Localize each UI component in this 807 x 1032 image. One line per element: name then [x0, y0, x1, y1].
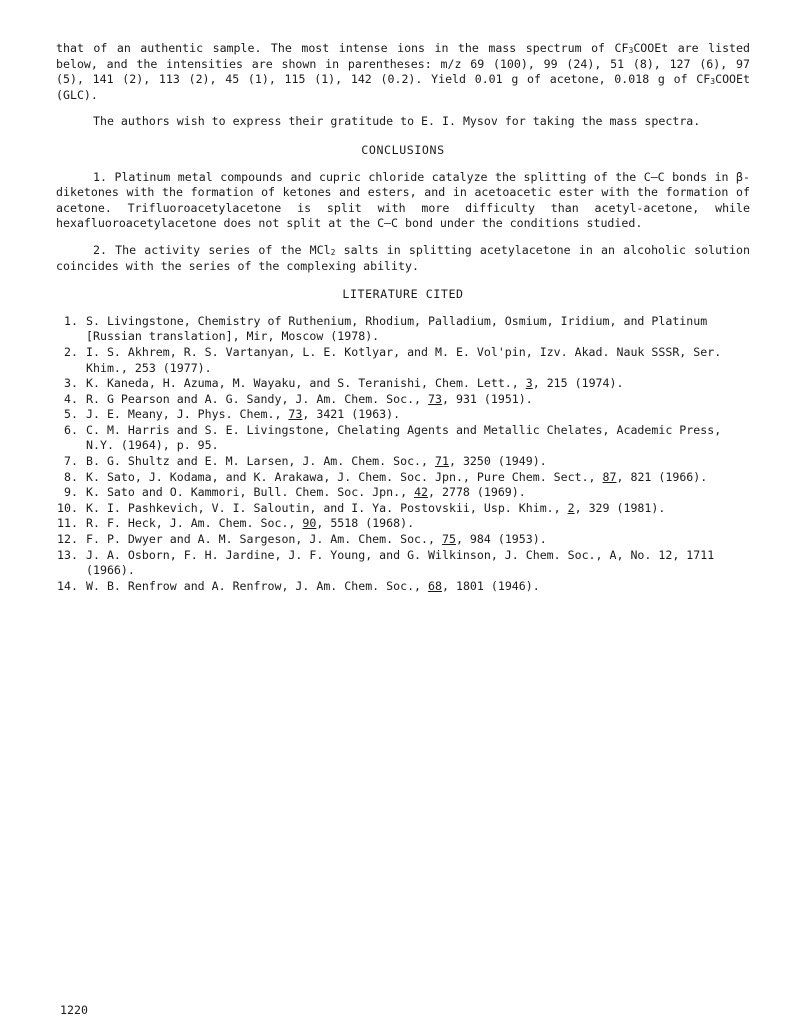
page-body [56, 41, 750, 594]
reference-text: K. Sato and O. Kammori, Bull. Chem. Soc. Jpn., 42, 2778 (1969). [86, 485, 526, 500]
reference-number: 13. [57, 547, 78, 562]
reference-text: R. G Pearson and A. G. Sandy, J. Am. Chem. Soc., 73, 931 (1951). [86, 391, 533, 406]
reference-volume: 68 [428, 578, 442, 593]
reference-text: K. Kaneda, H. Azuma, M. Wayaku, and S. Teranishi, Chem. Lett., 3, 215 (1974). [86, 376, 624, 391]
reference-list [56, 314, 750, 595]
mass-spectrum-paragraph: that of an authentic sample. The most intense ions in the mass spectrum of $CF_3COOEt$ are listed below, and the intensities are shown in parentheses: m/z 69 (100), 99 (24), 51 (8), 127 (6), 97 (5), 141 (2), 113 (2), 45 (1), 115 (1), 142 (0.2). Yield 0.01 g of acetone, 0.018 g of $CF_3COOEt$ (GLC). [56, 41, 750, 102]
reference-item [56, 423, 750, 454]
conclusion-item-2: 2. The activity series of the MCl$_2$ salts in splitting acetylacetone in an alcoholic solution coincides with the series of the complexing ability. [56, 242, 751, 273]
reference-text: K. Sato, J. Kodama, and K. Arakawa, J. Chem. Soc. Jpn., Pure Chem. Sect., 87, 821 (1966). [86, 469, 708, 484]
literature-cited-heading: LITERATURE CITED [342, 287, 464, 302]
reference-volume: 42 [414, 485, 429, 500]
reference-number: 4. [64, 391, 78, 406]
reference-item [56, 501, 750, 517]
reference-item [56, 579, 750, 595]
reference-number: 8. [64, 469, 78, 484]
conclusion-item-1: 1. Platinum metal compounds and cupric chloride catalyze the splitting of the C—C bonds in β-diketones with the formation of ketones and esters, and in acetoacetic ester with the formation of acetone. Trifluoroacetylacetone is split with more difficulty than acetyl-acetone, while hexafluoroacetylacetone does not split at the C—C bond under the conditions studied. [56, 169, 750, 231]
reference-item [56, 485, 750, 501]
reference-item [56, 392, 750, 408]
reference-number: 11. [57, 516, 78, 531]
page-number: 1220 [60, 1003, 88, 1017]
reference-text: W. B. Renfrow and A. Renfrow, J. Am. Chem. Soc., 68, 1801 (1946). [86, 578, 540, 593]
reference-volume: 75 [441, 532, 456, 547]
reference-item [56, 407, 750, 423]
reference-volume: 2 [567, 500, 575, 515]
reference-item [56, 470, 750, 486]
reference-text: S. Livingstone, Chemistry of Ruthenium, Rhodium, Palladium, Osmium, Iridium, and Platinum [Russian translation], Mir, Moscow (1978). [86, 313, 708, 344]
reference-item [56, 345, 750, 376]
reference-volume: 3 [525, 376, 533, 391]
reference-volume: 73 [428, 391, 442, 406]
reference-item [56, 454, 750, 470]
reference-number: 9. [64, 485, 78, 500]
reference-volume: 71 [435, 454, 449, 469]
reference-number: 3. [64, 376, 78, 391]
reference-number: 1. [64, 313, 78, 328]
reference-item [56, 314, 750, 345]
reference-text: I. S. Akhrem, R. S. Vartanyan, L. E. Kotlyar, and M. E. Vol'pin, Izv. Akad. Nauk SSSR, Ser. Khim., 253 (1977). [86, 344, 722, 375]
reference-text: J. A. Osborn, F. H. Jardine, J. F. Young, and G. Wilkinson, J. Chem. Soc., A, No. 12, 1711 (1966). [86, 547, 715, 578]
reference-text: K. I. Pashkevich, V. I. Saloutin, and I. Ya. Postovskii, Usp. Khim., 2, 329 (1981). [86, 500, 666, 515]
reference-item [56, 532, 750, 548]
reference-number: 14. [57, 578, 78, 593]
reference-text: F. P. Dwyer and A. M. Sargeson, J. Am. Chem. Soc., 75, 984 (1953). [86, 532, 547, 547]
reference-text: C. M. Harris and S. E. Livingstone, Chelating Agents and Metallic Chelates, Academic Press, N.Y. (1964), p. 95. [86, 422, 722, 453]
reference-text: R. F. Heck, J. Am. Chem. Soc., 90, 5518 (1968). [86, 516, 415, 531]
reference-item [56, 548, 750, 579]
reference-volume: 87 [602, 469, 617, 484]
reference-text: B. G. Shultz and E. M. Larsen, J. Am. Chem. Soc., 71, 3250 (1949). [86, 454, 547, 469]
acknowledgment-paragraph: The authors wish to express their gratitude to E. I. Mysov for taking the mass spectra. [93, 114, 701, 129]
reference-number: 12. [57, 532, 78, 547]
reference-volume: 73 [288, 407, 303, 422]
reference-volume: 90 [302, 516, 317, 531]
reference-number: 10. [57, 500, 78, 515]
reference-number: 7. [64, 454, 78, 469]
reference-number: 5. [64, 407, 78, 422]
reference-number: 2. [64, 344, 78, 359]
reference-item [56, 516, 750, 532]
conclusions-heading: CONCLUSIONS [361, 142, 445, 157]
reference-item [56, 376, 750, 392]
reference-number: 6. [64, 422, 78, 437]
reference-text: J. E. Meany, J. Phys. Chem., 73, 3421 (1963). [86, 407, 401, 422]
